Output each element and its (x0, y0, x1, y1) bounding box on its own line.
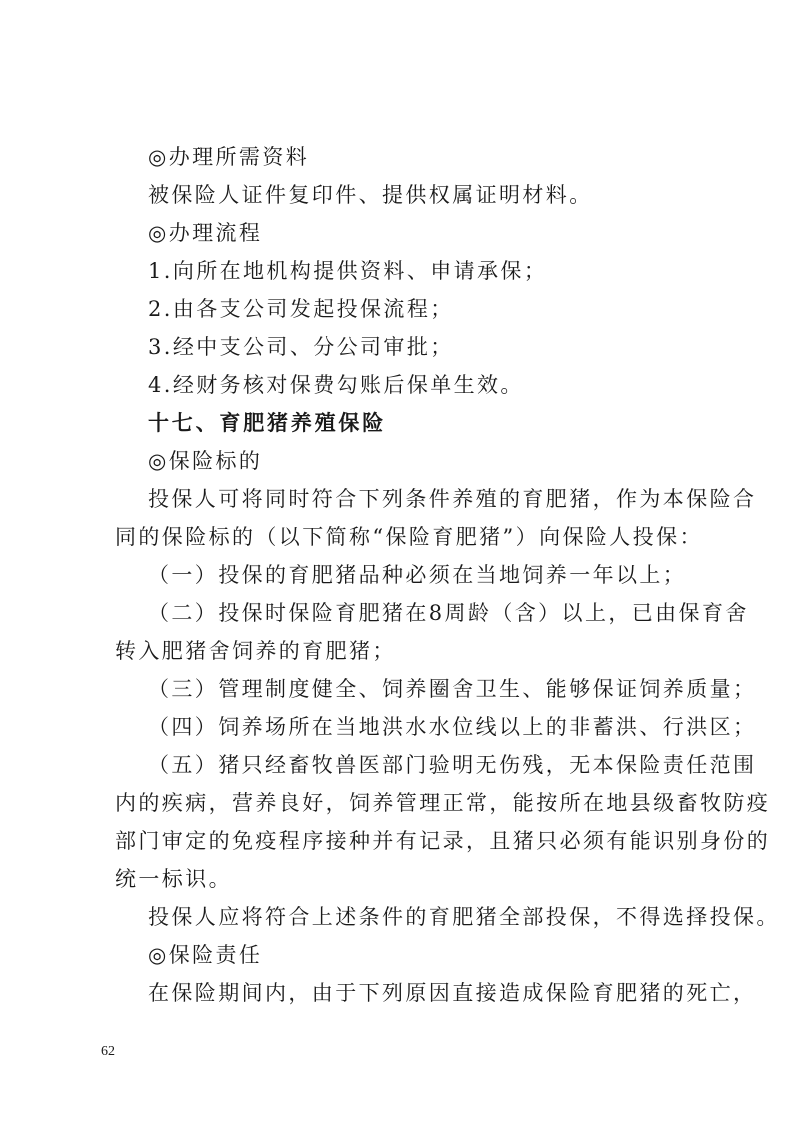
chapter-heading: 十七、育肥猪养殖保险 (148, 411, 386, 435)
section-label-insurance-liability: ◎保险责任 (148, 943, 263, 967)
list-item-step-2: 2.由各支公司发起投保流程； (148, 297, 454, 321)
list-item-step-4: 4.经财务核对保费勾账后保单生效。 (148, 373, 524, 397)
paragraph-line: 同的保险标的（以下简称“保险育肥猪”）向保险人投保： (115, 525, 703, 549)
paragraph-line: 投保人应将符合上述条件的育肥猪全部投保，不得选择投保。 (148, 905, 780, 929)
paragraph-line: 转入肥猪舍饲养的育肥猪； (115, 639, 396, 663)
section-label-process: ◎办理流程 (148, 221, 263, 245)
paragraph-line: 投保人可将同时符合下列条件养殖的育肥猪，作为本保险合 (148, 487, 757, 511)
list-item-step-3: 3.经中支公司、分公司审批； (148, 335, 454, 359)
section-label-required-materials: ◎办理所需资料 (148, 145, 310, 169)
condition-item-3: （三）管理制度健全、饲养圈舍卫生、能够保证饲养质量； (148, 677, 757, 701)
paragraph-line: 在保险期间内，由于下列原因直接造成保险育肥猪的死亡， (148, 981, 757, 1005)
condition-item-1: （一）投保的育肥猪品种必须在当地饲养一年以上； (148, 563, 687, 587)
page-number: 62 (101, 1044, 115, 1059)
paragraph-line: 统一标识。 (115, 867, 232, 891)
condition-item-2: （二）投保时保险育肥猪在8周龄（含）以上，已由保育舍 (148, 601, 749, 625)
condition-item-5: （五）猪只经畜牧兽医部门验明无伤残，无本保险责任范围 (148, 753, 757, 777)
list-item-step-1: 1.向所在地机构提供资料、申请承保； (148, 259, 548, 283)
paragraph-line: 被保险人证件复印件、提供权属证明材料。 (148, 183, 593, 207)
paragraph-line: 内的疾病，营养良好，饲养管理正常，能按所在地县级畜牧防疫 (115, 791, 771, 815)
condition-item-4: （四）饲养场所在当地洪水水位线以上的非蓄洪、行洪区； (148, 715, 757, 739)
paragraph-line: 部门审定的免疫程序接种并有记录，且猪只必须有能识别身份的 (115, 829, 771, 853)
section-label-insured-subject: ◎保险标的 (148, 449, 263, 473)
